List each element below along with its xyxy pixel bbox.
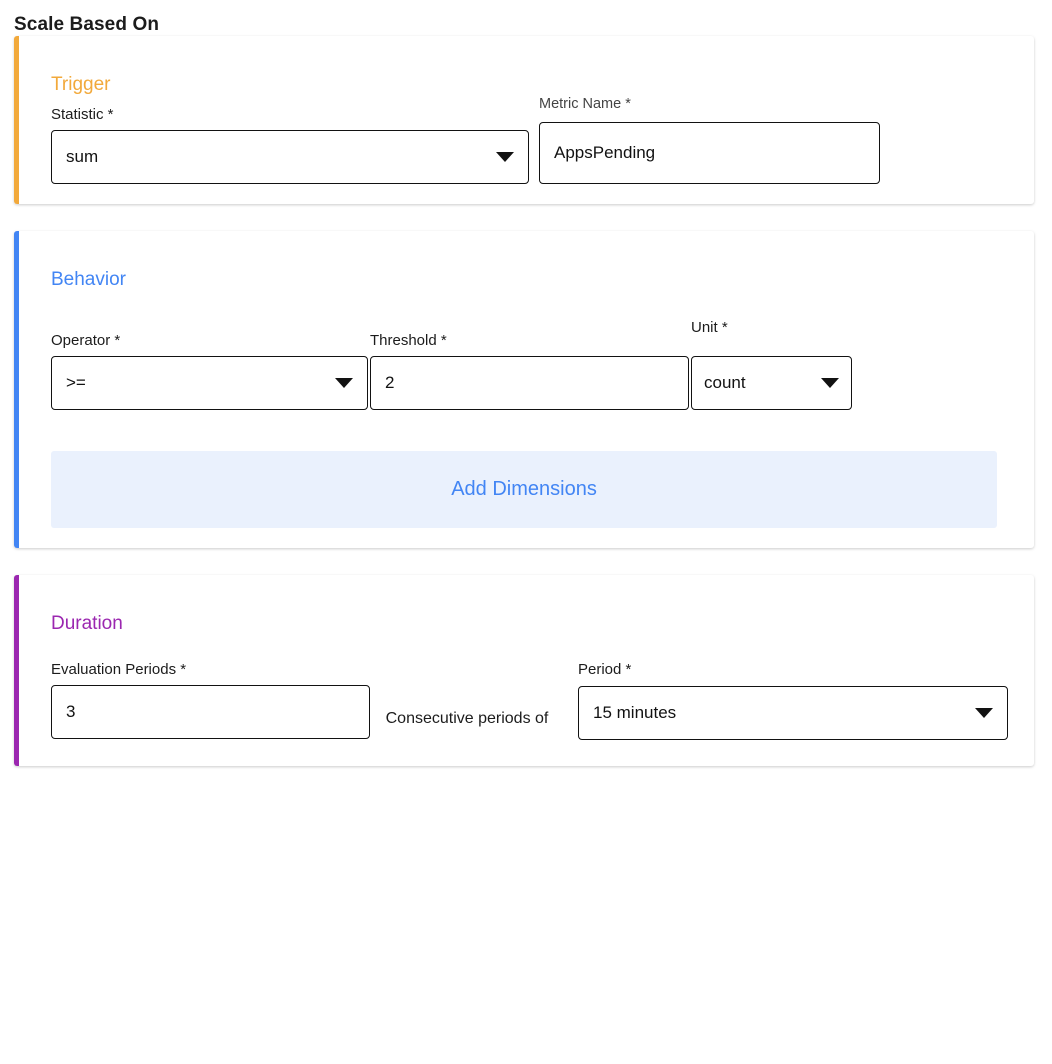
operator-select[interactable] [51, 356, 368, 410]
trigger-fields-row [14, 96, 1034, 184]
chevron-down-icon [335, 378, 353, 388]
period-select[interactable] [578, 686, 1008, 740]
chevron-down-icon [821, 378, 839, 388]
consecutive-periods-text: Consecutive periods of [385, 710, 549, 727]
threshold-input[interactable] [370, 356, 689, 410]
metric-name-input[interactable] [539, 122, 880, 184]
operator-label: Operator * [51, 332, 121, 349]
evaluation-periods-input[interactable] [51, 685, 370, 739]
unit-label: Unit * [691, 319, 728, 336]
duration-card-title: Duration [51, 613, 123, 634]
metric-name-value: AppsPending [554, 143, 656, 162]
statistic-value: sum [66, 147, 99, 166]
unit-field [691, 319, 852, 410]
period-value: 15 minutes [593, 703, 677, 722]
page-title: Scale Based On [14, 14, 160, 35]
threshold-label: Threshold * [370, 332, 447, 349]
evaluation-periods-label: Evaluation Periods * [51, 661, 187, 678]
metric-name-label: Metric Name * [539, 96, 631, 112]
period-label: Period * [578, 661, 632, 678]
behavior-card-title: Behavior [51, 269, 126, 290]
operator-field [51, 332, 368, 410]
behavior-fields-row [14, 319, 1034, 410]
add-dimensions-button[interactable]: Add Dimensions [51, 451, 997, 528]
trigger-card [14, 36, 1034, 204]
unit-select[interactable] [691, 356, 852, 410]
evaluation-periods-field [51, 661, 370, 739]
chevron-down-icon [975, 708, 993, 718]
operator-value: >= [66, 373, 86, 392]
trigger-card-title: Trigger [51, 74, 111, 95]
period-field [578, 661, 1008, 740]
chevron-down-icon [496, 152, 514, 162]
unit-value: count [704, 373, 746, 392]
statistic-label: Statistic * [51, 106, 114, 123]
evaluation-periods-value: 3 [66, 702, 76, 721]
duration-fields-row [14, 661, 1034, 740]
threshold-field [370, 332, 689, 410]
threshold-value: 2 [385, 373, 395, 392]
statistic-field [51, 106, 529, 184]
statistic-select[interactable] [51, 130, 529, 184]
behavior-card [14, 231, 1034, 548]
metric-name-field [539, 96, 880, 184]
duration-card [14, 575, 1034, 766]
